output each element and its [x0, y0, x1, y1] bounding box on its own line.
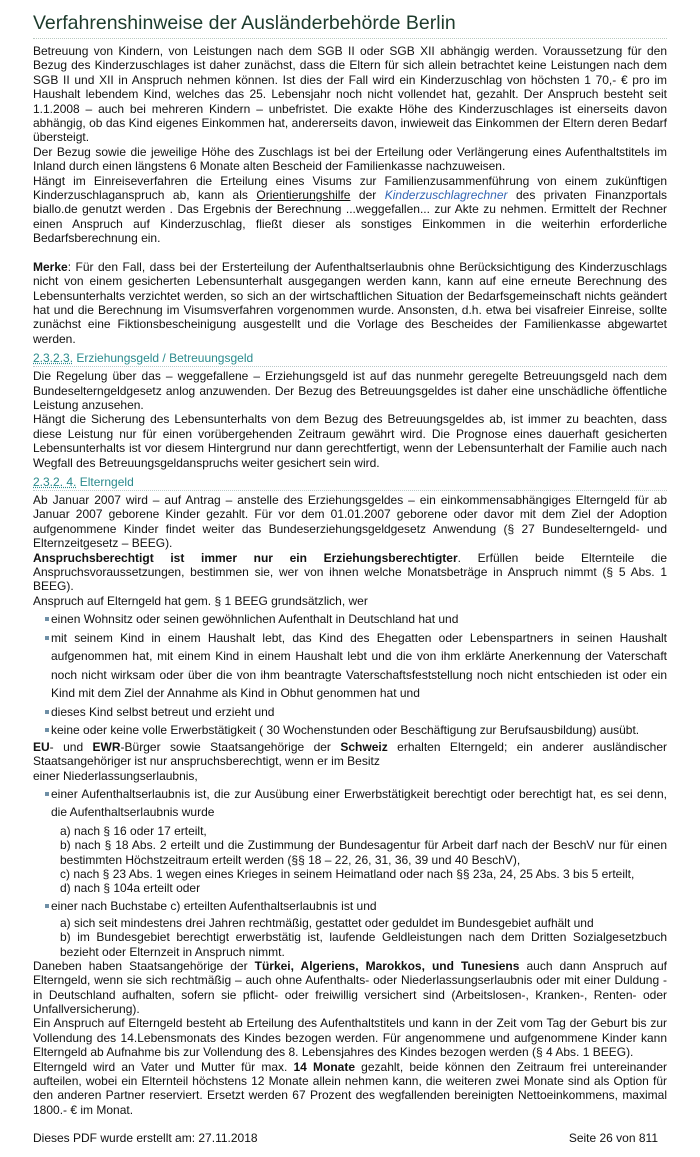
section-heading-elterngeld [33, 475, 667, 491]
bold-text: EU [33, 739, 50, 754]
list-item-text: mit seinem Kind in einem Haushalt lebt, das Kind des Ehegatten oder Lebenspartners in seinen Haushalt aufgenommen hat, mit einem Kind in einem Haushalt lebt und die von ihm erklärte Anerkennung der Vaterschaft noch nicht wirksam oder über die von ihm beantragte Vaterschaftsfeststellung noch nicht entschieden ist oder ein Kind mit dem Ziel der Annahme als Kind in Obhut genommen hat und [51, 630, 667, 701]
sub-item: d) nach § 104a erteilt oder [60, 881, 201, 896]
paragraph: Die Regelung über das – weggefallene – Erziehungsgeld ist auf das nunmehr geregelte Betreuungsgeld nach dem Bundeselterngeldgesetz anlog anzuwenden. Der Bezug des Betreuungsgeldes ist daher eine unschädliche öffentliche Leistung anzusehen. [33, 369, 667, 412]
sub-item: c) nach § 23 Abs. 1 wegen eines Krieges in seinem Heimatland oder nach §§ 23a, 24, 25 Abs. 3 bis 5 erteilt, [60, 866, 635, 881]
list-item-text: einer nach Buchstabe c) erteilten Aufenthaltserlaubnis ist und [51, 899, 377, 914]
document-page [33, 11, 667, 1117]
paragraph: Anspruch auf Elterngeld hat gem. § 1 BEEG grundsätzlich, wer [33, 593, 368, 608]
text: Daneben haben Staatsangehörige der [33, 958, 255, 973]
list-item [45, 610, 667, 629]
list-item [45, 629, 667, 703]
paragraph: Ein Anspruch auf Elterngeld besteht ab Erteilung des Aufenthaltstitels und kann in der Zeit vom Tag der Geburt bis zur Vollendung des 14.Lebensmonats des Kindes bezogen werden. Für angenommene und aufgenommene Kinder kann Elterngeld ab Aufnahme bis zur Vollendung des 8. Lebensjahres des Kindes bezogen werden (§ 4 Abs. 1 BEEG). [33, 1016, 667, 1060]
sub-item: a) sich seit mindestens drei Jahren rechtmäßig, gestattet oder geduldet im Bundesgebiet aufhält und [60, 915, 594, 930]
section-heading-erziehungsgeld [33, 351, 667, 367]
paragraph: Der Bezug sowie die jeweilige Höhe des Zuschlags ist bei der Erteilung oder Verlängerung eines Aufenthaltstitels im Inland durch einen längstens 6 Monate alten Bescheid der Familienkasse nachzuweisen. [33, 144, 667, 174]
bullet-icon [45, 636, 49, 640]
sub-item: b) nach § 18 Abs. 2 erteilt und die Zustimmung der Bundesagentur für Arbeit darf nach der BeschV nur für einen bestimmten Höchstzeitraum erteilt werden (§§ 18 – 22, 26, 31, 36, 39 und 40 BeschV), [60, 838, 667, 867]
bold-text: Türkei, Algeriens, Marokkos, und Tunesiens [254, 958, 520, 973]
paragraph [33, 551, 667, 594]
title-divider [33, 38, 667, 39]
paragraph [33, 174, 667, 246]
section-number-link[interactable]: 2.3.2. 4. [33, 474, 77, 489]
orientierungshilfe-link[interactable]: Orientierungshilfe [256, 188, 351, 203]
bullet-icon [45, 617, 49, 621]
sub-list [51, 916, 667, 959]
sub-item: a) nach § 16 oder 17 erteilt, [60, 823, 207, 838]
list-item-text: einer Aufenthaltserlaubnis ist, die zur Ausübung einer Erwerbstätigkeit berechtigt oder berechtigt hat, es sei denn, die Aufenthaltserlaubnis wurde [51, 786, 667, 820]
sub-item: b) im Bundesgebiet berechtigt erwerbstätig ist, laufende Geldleistungen nach dem Dritten Sozialgesetzbuch bezieht oder Elternzeit in Anspruch nimmt. [60, 930, 667, 959]
page-title: Verfahrenshinweise der Ausländerbehörde Berlin [33, 12, 456, 34]
bullet-icon [45, 904, 49, 908]
section-title: Elterngeld [76, 474, 134, 489]
paragraph [33, 740, 667, 769]
list-item-text: einen Wohnsitz oder seinen gewöhnlichen Aufenthalt in Deutschland hat und [51, 612, 459, 627]
section-number-link[interactable]: 2.3.2.3. [33, 351, 74, 366]
text: der [350, 188, 385, 203]
list-item-text: keine oder keine volle Erwerbstätigkeit ( 30 Wochenstunden oder Beschäftigung zur Berufsausbildung) ausübt. [51, 723, 640, 738]
text: : Für den Fall, dass bei der Ersterteilung der Aufenthaltserlaubnis ohne Berücksichtigung des Kinderzuschlags nicht von einem gesicherten Lebensunterhalt ausgegangen werden kann, kann auf eine erneute Berechnung des Lebensunterhalts verzichtet werden, so sich an der wirtschaftlichen Situation der Bedarfsgemeinschaft nichts geändert hat und die Berechnung im Visumsverfahren vorgenommen wurde. Ansonsten, d.h. etwa bei visafreier Einreise, sollte zunächst eine Fiktionsbescheinigung ausgestellt und die Vorlage des Bescheides der Familienkasse abgewartet werden. [33, 259, 667, 346]
text: Hängt im Einreiseverfahren die Erteilung eines Visums zur Familienzusammenführung von einem zukünftigen Kinderzuschlaganspruch ab, kann als [33, 173, 667, 203]
page-number: Seite 26 von 811 [568, 1131, 658, 1146]
bold-text: EWR [92, 739, 121, 754]
text: gezahlt, beide können den Zeitraum frei untereinander aufteilen, wobei ein Elternteil höchstens 12 Monate allein nehmen kann, die weiteren zwei Monate sind als Option für den anderen Partner reserviert. Ersetzt werden 67 Prozent des wegfallenden bereinigten Nettoeinkommens, maximal 1800.- € im Monat. [33, 1059, 667, 1117]
list-item [45, 785, 667, 895]
text: erhalten Elterngeld; ein anderer ausländischer Staatsangehöriger ist nur anspruchsberechtigt, wenn er im Besitz [33, 739, 667, 769]
bold-text: Merke [33, 259, 68, 274]
list-item [45, 721, 667, 740]
kinderzuschlagrechner-link[interactable]: Kinderzuschlagrechner [384, 188, 508, 203]
bullet-list [33, 785, 667, 959]
paragraph: Hängt die Sicherung des Lebensunterhalts von dem Bezug des Betreuungsgeldes ab, ist immer zu beachten, dass diese Leistung nur für einen vorübergehenden Zeitraum gewährt wird. Die Prognose eines dauerhaft gesicherten Lebensunterhalts ist vor diesem Hintergrund nur dann gerechtfertigt, wenn der Lebensunterhalt der Familie auch nach Wegfall des Betreuungsgeldanspruchs weiter gesichert sein wird. [33, 412, 667, 470]
paragraph [33, 959, 667, 1017]
section-title: Erziehungsgeld / Betreuungsgeld [73, 351, 254, 366]
bold-text: 14 Monate [293, 1059, 356, 1074]
text: Elterngeld wird an Vater und Mutter für max. [33, 1059, 294, 1074]
bullet-icon [45, 728, 49, 732]
list-item [45, 897, 667, 958]
paragraph [33, 1060, 667, 1118]
paragraph: einer Niederlassungserlaubnis, [33, 768, 198, 783]
bullet-icon [45, 710, 49, 714]
text: . Erfüllen beide Elternteile die Anspruchsvoraussetzungen, bestimmen sie, wer von ihnen welche Monatsbeträge in Anspruch nimmt (§ 5 Abs. 1 BEEG). [33, 550, 668, 594]
text: auch dann Anspruch auf Elterngeld, wenn sie sich rechtmäßig – auch ohne Aufenthalts- oder Niederlassungserlaubnis oder mit einer Duldung - in Deutschland aufhalten, sofern sie pflicht- oder freiwillig versichert sind (Arbeitslosen-, Kranken-, Renten- oder Unfallversicherung). [33, 958, 667, 1017]
text: des privaten Finanzportals biallo.de genutzt werden . Das Ergebnis der Berechnung ...weggefallen... zur Akte zu nehmen. Ermittelt der Rechner einen Anspruch auf Kinderzuschlag, fließt dieser als sonstiges Einkommen in die weiterhin erforderliche Bedarfsberechnung ein. [33, 188, 668, 246]
bold-text: Anspruchsberechtigt ist immer nur ein Erziehungsberechtigter [33, 550, 458, 565]
bullet-list [33, 610, 667, 740]
sub-list [51, 824, 667, 895]
list-item-text: dieses Kind selbst betreut und erzieht und [51, 704, 275, 719]
text: - und [49, 739, 93, 754]
paragraph: Ab Januar 2007 wird – auf Antrag – anstelle des Erziehungsgeldes – ein einkommensabhängiges Elterngeld für ab Januar 2007 geborene Kinder gezahlt. Für vor dem 01.01.2007 geborene oder davor mit dem Ziel der Adoption aufgenommene Kinder findet weiter das Bundeserziehungsgeldgesetz Anwendung (§ 27 Bundeselterngeld- und Elternzeitgesetz – BEEG). [33, 492, 667, 551]
paragraph: Betreuung von Kindern, von Leistungen nach dem SGB II oder SGB XII abhängig werden. Voraussetzung für den Bezug des Kinderzuschlages ist daher zunächst, dass die Eltern für sich allein betrachtet keine Leistungen nach dem SGB II und XII in Anspruch nehmen können. Ist dies der Fall wird ein Kinderzuschlag von höchsten 1 70,- € pro im Haushalt lebendem Kind, welches das 25. Lebensjahr noch nicht vollendet hat, gezahlt. Der Anspruch besteht seit 1.1.2008 – auch bei mehreren Kindern – unbefristet. Die exakte Höhe des Kinderzuschlages ist einerseits davon abhängig, ob das Kind eigenes Einkommen hat, andererseits davon, inwieweit das Einkommen der Eltern deren Bedarf übersteigt. [33, 44, 667, 145]
list-item [45, 703, 667, 722]
page-footer [33, 1131, 658, 1145]
creation-date: Dieses PDF wurde erstellt am: 27.11.2018 [33, 1131, 258, 1146]
bold-text: Schweiz [340, 739, 388, 754]
bullet-icon [45, 792, 49, 796]
merke-paragraph [33, 260, 667, 346]
text: -Bürger sowie Staatsangehörige der [120, 739, 341, 754]
